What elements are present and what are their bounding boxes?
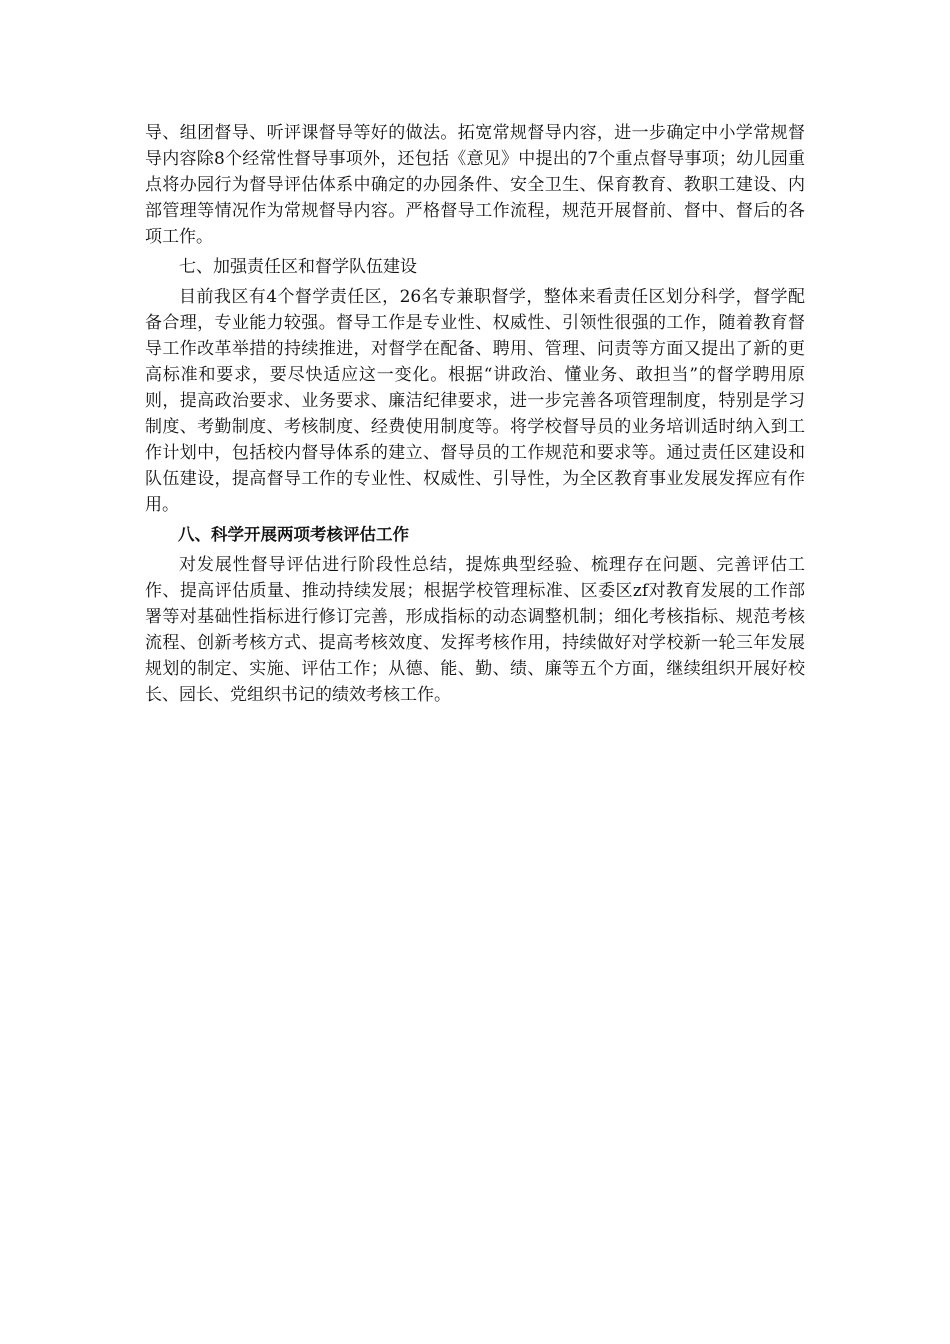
section-8-heading: 八、科学开展两项考核评估工作 [178, 525, 409, 544]
section-7-paragraph: 目前我区有4个督学责任区，26名专兼职督学，整体来看责任区划分科学，督学配备合理，专业能力较强。督导工作是专业性、权威性、引领性很强的工作，随着教育督导工作改革举措的持续推进，对督学在配备、聘用、管理、问责等方面又提出了新的更高标准和要求，要尽快适应这一变化。根据“讲政治、懂业务、敢担当”的督学聘用原则，提高政治要求、业务要求、廉洁纪律要求，进一步完善各项管理制度，特别是学习制度、考勤制度、考核制度、经费使用制度等。将学校督导员的业务培训适时纳入到工作计划中，包括校内督导体系的建立、督导员的工作规范和要求等。通过责任区建设和队伍建设，提高督导工作的专业性、权威性、引导性，为全区教育事业发展发挥应有作用。 [145, 287, 805, 515]
document-body [145, 120, 805, 708]
continuation-paragraph: 导、组团督导、听评课督导等好的做法。拓宽常规督导内容，进一步确定中小学常规督导内容除8个经常性督导事项外，还包括《意见》中提出的7个重点督导事项；幼儿园重点将办园行为督导评估体系中确定的办园条件、安全卫生、保育教育、教职工建设、内部管理等情况作为常规督导内容。严格督导工作流程，规范开展督前、督中、督后的各项工作。 [145, 123, 805, 247]
section-7-heading: 七、加强责任区和督学队伍建设 [179, 257, 417, 277]
section-8-paragraph: 对发展性督导评估进行阶段性总结，提炼典型经验、梳理存在问题、完善评估工作、提高评估质量、推动持续发展；根据学校管理标准、区委区zf对教育发展的工作部署等对基础性指标进行修订完善，形成指标的动态调整机制；细化考核指标、规范考核流程、创新考核方式、提高考核效度、发挥考核作用，持续做好对学校新一轮三年发展规划的制定、实施、评估工作；从德、能、勤、绩、廉等五个方面，继续组织开展好校长、园长、党组织书记的绩效考核工作。 [145, 555, 805, 705]
